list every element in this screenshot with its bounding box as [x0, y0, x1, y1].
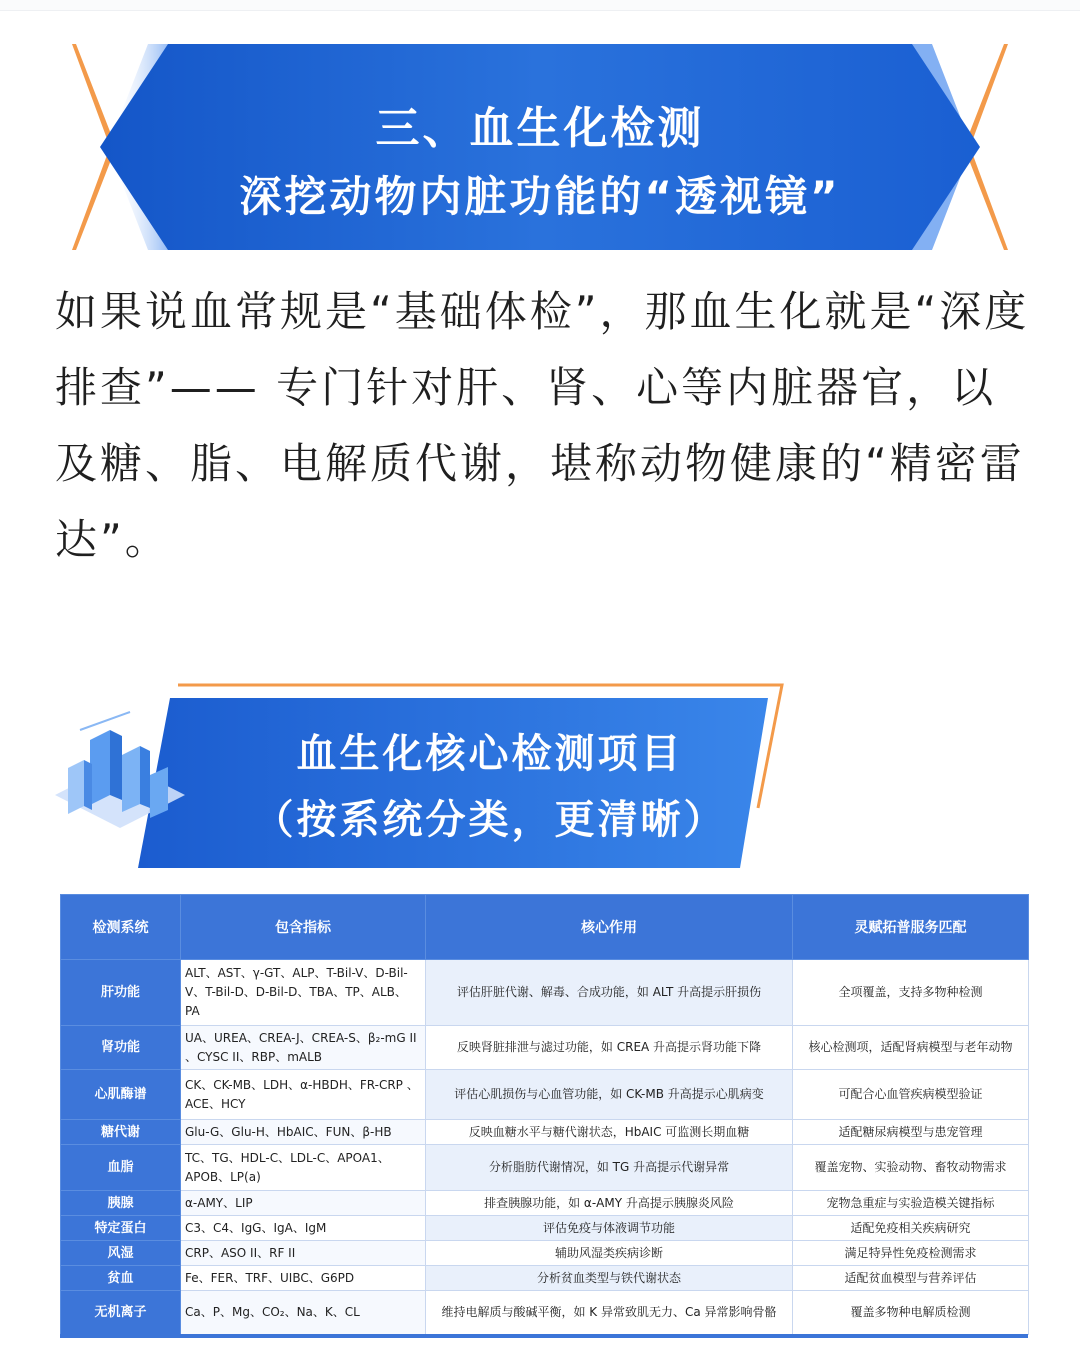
- table-row: [61, 1191, 1029, 1216]
- system-cell: 血脂: [61, 1145, 181, 1191]
- role-cell: 排查胰腺功能，如 α-AMY 升高提示胰腺炎风险: [426, 1191, 793, 1216]
- section-banner: [60, 42, 1020, 252]
- indicators-cell: ALT、AST、γ-GT、ALP、T-Bil-V、D-Bil-V、T-Bil-D、D-Bil-D、TBA、TP、ALB、PA: [181, 960, 426, 1026]
- system-cell: 无机离子: [61, 1291, 181, 1335]
- table-banner-title: 血生化核心检测项目: [296, 731, 684, 777]
- section-title: 三、血生化检测: [375, 103, 705, 154]
- role-cell: 反映肾脏排泄与滤过功能，如 CREA 升高提示肾功能下降: [426, 1026, 793, 1070]
- service-cell: 适配贫血模型与营养评估: [793, 1266, 1029, 1291]
- table-banner: [50, 680, 790, 870]
- system-cell: 肾功能: [61, 1026, 181, 1070]
- table-row: [61, 1291, 1029, 1335]
- service-cell: 宠物急重症与实验造模关键指标: [793, 1191, 1029, 1216]
- role-cell: 分析脂肪代谢情况，如 TG 升高提示代谢异常: [426, 1145, 793, 1191]
- system-cell: 心肌酶谱: [61, 1070, 181, 1120]
- header-system: 检测系统: [61, 895, 181, 960]
- table-row: [61, 1241, 1029, 1266]
- indicators-cell: TC、TG、HDL-C、LDL-C、APOA1、APOB、LP(a): [181, 1145, 426, 1191]
- role-cell: 维持电解质与酸碱平衡，如 K 异常致肌无力、Ca 异常影响骨骼: [426, 1291, 793, 1335]
- system-cell: 特定蛋白: [61, 1216, 181, 1241]
- role-cell: 分析贫血类型与铁代谢状态: [426, 1266, 793, 1291]
- system-cell: 糖代谢: [61, 1120, 181, 1145]
- table-row: [61, 1120, 1029, 1145]
- role-cell: 评估肝脏代谢、解毒、合成功能，如 ALT 升高提示肝损伤: [426, 960, 793, 1026]
- indicators-cell: UA、UREA、CREA-J、CREA-S、β₂-mG II 、CYSC II、RBP、mALB: [181, 1026, 426, 1070]
- service-cell: 全项覆盖，支持多物种检测: [793, 960, 1029, 1026]
- service-cell: 覆盖多物种电解质检测: [793, 1291, 1029, 1335]
- indicators-cell: CRP、ASO II、RF II: [181, 1241, 426, 1266]
- header-indicators: 包含指标: [181, 895, 426, 960]
- system-cell: 风湿: [61, 1241, 181, 1266]
- role-cell: 反映血糖水平与糖代谢状态，HbAIC 可监测长期血糖: [426, 1120, 793, 1145]
- table-banner-subtitle: （按系统分类，更清晰）: [253, 797, 727, 843]
- table-header-row: [61, 895, 1029, 960]
- indicators-cell: Glu-G、Glu-H、HbAIC、FUN、β-HB: [181, 1120, 426, 1145]
- table-row: [61, 1216, 1029, 1241]
- intro-paragraph: 如果说血常规是“基础体检”，那血生化就是“深度排查”—— 专门针对肝、肾、心等内脏器官，以及糖、脂、电解质代谢，堪称动物健康的“精密雷达”。: [55, 287, 1030, 564]
- system-cell: 贫血: [61, 1266, 181, 1291]
- service-cell: 适配免疫相关疾病研究: [793, 1216, 1029, 1241]
- service-cell: 核心检测项，适配肾病模型与老年动物: [793, 1026, 1029, 1070]
- indicators-cell: C3、C4、IgG、IgA、IgM: [181, 1216, 426, 1241]
- header-role: 核心作用: [426, 895, 793, 960]
- biochem-table: [60, 894, 1028, 1335]
- table-row: [61, 1145, 1029, 1191]
- indicators-cell: Ca、P、Mg、CO₂、Na、K、CL: [181, 1291, 426, 1335]
- service-cell: 覆盖宠物、实验动物、畜牧动物需求: [793, 1145, 1029, 1191]
- system-cell: 胰腺: [61, 1191, 181, 1216]
- role-cell: 评估心肌损伤与心血管功能，如 CK-MB 升高提示心肌病变: [426, 1070, 793, 1120]
- role-cell: 评估免疫与体液调节功能: [426, 1216, 793, 1241]
- table-bottom-bar: [60, 1334, 1028, 1338]
- service-cell: 适配糖尿病模型与患宠管理: [793, 1120, 1029, 1145]
- indicators-cell: CK、CK-MB、LDH、α-HBDH、FR-CRP 、ACE、HCY: [181, 1070, 426, 1120]
- section-subtitle: 深挖动物内脏功能的“透视镜”: [239, 172, 841, 221]
- table-row: [61, 1266, 1029, 1291]
- indicators-cell: Fe、FER、TRF、UIBC、G6PD: [181, 1266, 426, 1291]
- system-cell: 肝功能: [61, 960, 181, 1026]
- indicators-cell: α-AMY、LIP: [181, 1191, 426, 1216]
- table-row: [61, 1070, 1029, 1120]
- table-row: [61, 960, 1029, 1026]
- service-cell: 满足特异性免疫检测需求: [793, 1241, 1029, 1266]
- header-service: 灵赋拓普服务匹配: [793, 895, 1029, 960]
- table-row: [61, 1026, 1029, 1070]
- role-cell: 辅助风湿类疾病诊断: [426, 1241, 793, 1266]
- top-divider: [0, 0, 1080, 11]
- service-cell: 可配合心血管疾病模型验证: [793, 1070, 1029, 1120]
- bar-chart-illustration-icon: [50, 700, 200, 830]
